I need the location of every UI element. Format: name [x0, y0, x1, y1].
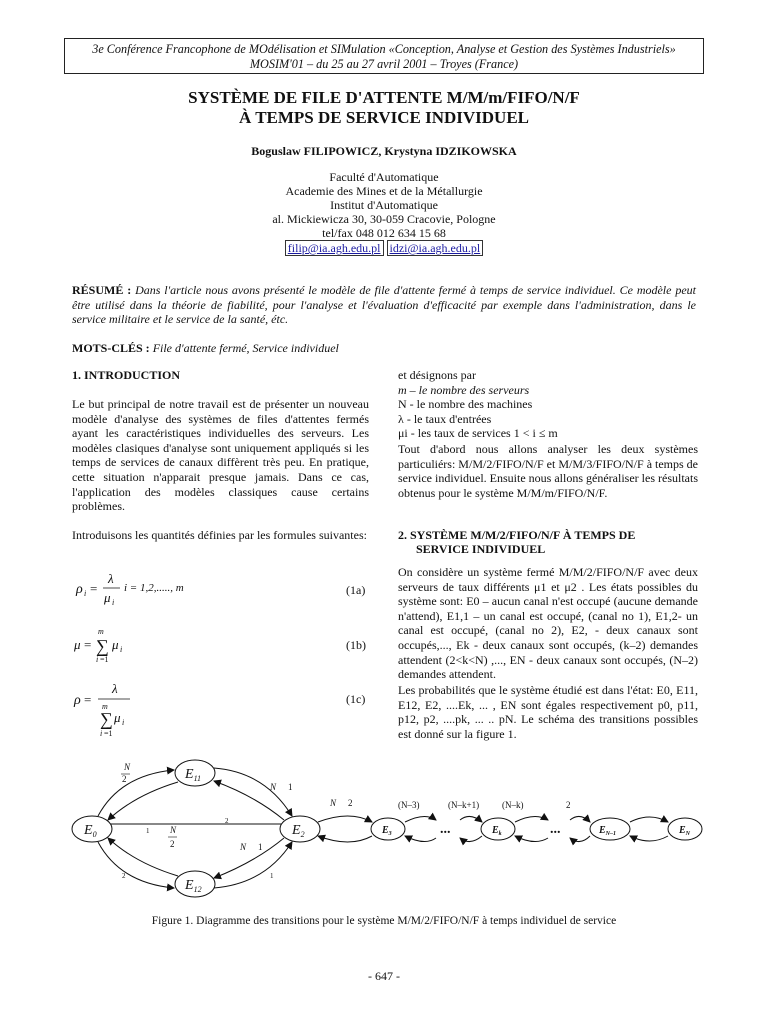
svg-text:i: i: [120, 645, 123, 654]
svg-text:2: 2: [225, 817, 229, 825]
conference-line-2: MOSIM'01 – du 25 au 27 avril 2001 – Troyes (France): [249, 57, 519, 71]
abstract-text: Dans l'article nous avons présenté le modèle de file d'attente fermé à temps de service individuel. Ce modèle peut être utilisé dans la théorie de fiabilité, pour l'analyse et l'évaluation d'efficacité par exemple dans l'administration, dans le service militaire et le service de la santé, étc.: [72, 283, 696, 327]
node-label-ek: $E_k$: [492, 825, 502, 837]
node-label-e0: $E_0$: [84, 823, 97, 839]
eq-1a-range: i = 1,2,....., m: [124, 582, 184, 594]
svg-text:N: N: [270, 782, 277, 792]
svg-text:λ: λ: [108, 571, 114, 586]
svg-text:(N–k): (N–k): [502, 800, 524, 810]
keywords: [72, 341, 696, 356]
affiliation-line-5: tel/fax 048 012 634 15 68: [322, 226, 446, 240]
svg-text:μ: μ: [114, 710, 121, 725]
svg-text:N: N: [330, 798, 337, 808]
eq-1b-number: (1b): [346, 638, 366, 652]
svg-text:ρ: ρ: [76, 582, 83, 597]
equation-1b: [72, 625, 192, 665]
svg-text:2: 2: [348, 798, 353, 808]
intro-paragraph: Le but principal de notre travail est de présenter un nouveau modèle d'analyse des systèmes de files d'attentes fermés ayant les caractéristiques individuelles des serveurs. Les modèles clasiques d'analyse sont uniquement appliqués si les temps de services de canaux diffèrent très peu. En pratique, cette situation n'apparait presque jamais. Dans ce cas, l'application des modèles classiques cause certains problèmes.: [72, 397, 369, 514]
notation-m: m – le nombre des serveurs: [398, 382, 530, 397]
svg-text:∑: ∑: [100, 709, 113, 729]
eq-1a-number: (1a): [346, 583, 366, 597]
affiliation-line-2: Academie des Mines et de la Métallurgie: [285, 184, 483, 198]
svg-text:ρ: ρ: [74, 693, 81, 708]
svg-text:2: 2: [122, 872, 126, 880]
svg-text:i: i: [112, 598, 115, 607]
eq-1c-number: (1c): [346, 692, 366, 706]
affiliation-line-4: al. Mickiewicza 30, 30-059 Cracovie, Pologne: [272, 212, 496, 226]
page-number: - 647 -: [368, 969, 400, 983]
svg-text:1: 1: [288, 782, 293, 792]
svg-text:1: 1: [258, 842, 263, 852]
abstract-label: RÉSUMÉ :: [72, 283, 132, 297]
svg-text:i: i: [122, 718, 125, 727]
notation-n: N - le nombre des machines: [398, 397, 533, 411]
svg-text:...: ...: [550, 822, 561, 837]
affiliation-line-1: Faculté d'Automatique: [329, 170, 439, 184]
svg-text:(N–k+1): (N–k+1): [448, 800, 480, 810]
svg-text:2: 2: [170, 839, 175, 849]
conference-header: [64, 38, 704, 74]
conference-line-1: 3e Conférence Francophone de MOdélisation et SIMulation «Conception, Analyse et Gestion des Systèmes Industriels»: [92, 42, 676, 56]
abstract: [72, 283, 696, 327]
section-2-heading-line-2: SERVICE INDIVIDUEL: [416, 542, 546, 556]
node-label-en: $E_N$: [679, 825, 691, 837]
svg-text:m: m: [102, 702, 108, 711]
svg-text:2: 2: [122, 774, 127, 784]
svg-text:=1: =1: [100, 655, 109, 664]
svg-text:=: =: [84, 692, 92, 707]
paper-title-line-1: SYSTÈME DE FILE D'ATTENTE M/M/m/FIFO/N/F: [188, 88, 580, 107]
svg-text:i: i: [100, 729, 103, 738]
section-2-heading-line-1: 2. SYSTÈME M/M/2/FIFO/N/F À TEMPS DE: [398, 528, 636, 542]
node-label-en1: $E_{N-1}$: [599, 825, 617, 837]
svg-text:λ: λ: [112, 681, 118, 696]
keywords-label: MOTS-CLÉS :: [72, 341, 150, 355]
transition-diagram: [60, 750, 710, 900]
equation-1c: [72, 680, 192, 740]
svg-text:=: =: [84, 637, 92, 652]
svg-text:∑: ∑: [96, 636, 109, 656]
email-row: [0, 242, 768, 256]
svg-text:i: i: [96, 655, 99, 664]
svg-text:...: ...: [440, 822, 451, 837]
notation-lambda: λ - le taux d'entrées: [398, 411, 492, 426]
section-2-paragraph-2: Les probabilités que le système étudié est dans l'état: E0, E11, E12, E2, ....Ek, ... , EN sont égales respectivement p0, p11, p12, p2, ....pk, ... .. pN. Le schéma des transitions possibles est donné sur la figure 1.: [398, 683, 698, 741]
svg-text:(N–3): (N–3): [398, 800, 420, 810]
paper-title-line-2: À TEMPS DE SERVICE INDIVIDUEL: [238, 108, 530, 127]
authors: Boguslaw FILIPOWICZ, Krystyna IDZIKOWSKA: [251, 144, 517, 158]
node-label-e12: $E_{12}$: [185, 878, 202, 894]
svg-text:μ: μ: [104, 590, 111, 605]
affiliation-line-3: Institut d'Automatique: [330, 198, 438, 212]
svg-text:N: N: [240, 842, 247, 852]
notation-intro: et désignons par: [398, 368, 476, 382]
svg-text:1: 1: [146, 827, 150, 835]
node-label-e11: $E_{11}$: [185, 767, 201, 783]
svg-text:=1: =1: [104, 729, 113, 738]
svg-text:=: =: [90, 581, 98, 596]
node-label-e3: $E_3$: [382, 825, 392, 837]
email-link-2[interactable]: idzi@ia.agh.edu.pl: [387, 240, 484, 256]
node-label-e2: $E_2$: [292, 823, 305, 839]
svg-text:N: N: [124, 762, 131, 772]
intro-right-paragraph: Tout d'abord nous allons analyser les deux systèmes particuliérs: M/M/2/FIFO/N/F et M/M/3/FIFO/N/F à temps de service individuel. Ensuite nous allons généraliser les résultats obtenus pour le système M/M/m/FIFO/N/F.: [398, 442, 699, 500]
keywords-text: File d'attente fermé, Service individuel: [152, 341, 339, 355]
figure-caption: Figure 1. Diagramme des transitions pour le système M/M/2/FIFO/N/F à temps individuel de service: [151, 915, 617, 927]
svg-text:N: N: [170, 825, 177, 835]
svg-text:i: i: [84, 589, 87, 598]
email-link-1[interactable]: filip@ia.agh.edu.pl: [285, 240, 384, 256]
svg-text:m: m: [98, 627, 104, 636]
svg-text:1: 1: [270, 872, 274, 880]
svg-text:2: 2: [566, 800, 571, 810]
notation-list: [398, 368, 698, 441]
section-1-heading: 1. INTRODUCTION: [72, 368, 181, 382]
svg-text:μ: μ: [112, 637, 119, 652]
svg-text:μ: μ: [74, 637, 81, 652]
intro-paragraph-2: Introduisons les quantités définies par les formules suivantes:: [72, 528, 367, 542]
notation-mu: μi - les taux de services 1 < i ≤ m: [398, 426, 558, 440]
section-2-paragraph-1: On considère un système fermé M/M/2/FIFO/N/F avec deux serveurs de taux différents μ1 et μ2 . Les états possibles du système sont: E0 – aucun canal n'est occupé (aucune demande n'attend), E1,1 – un canal est occupé, (canal no 1), E1,2- un canal est occupé, (canal no 2), E2, - deux canaux sont occupés,..., Ek - deux canaux sont occupés, (k–2) demandes attendent (2<k<N) ,..., EN - deux canaux sont occupés, (N–2) demandes attendent.: [398, 565, 698, 682]
